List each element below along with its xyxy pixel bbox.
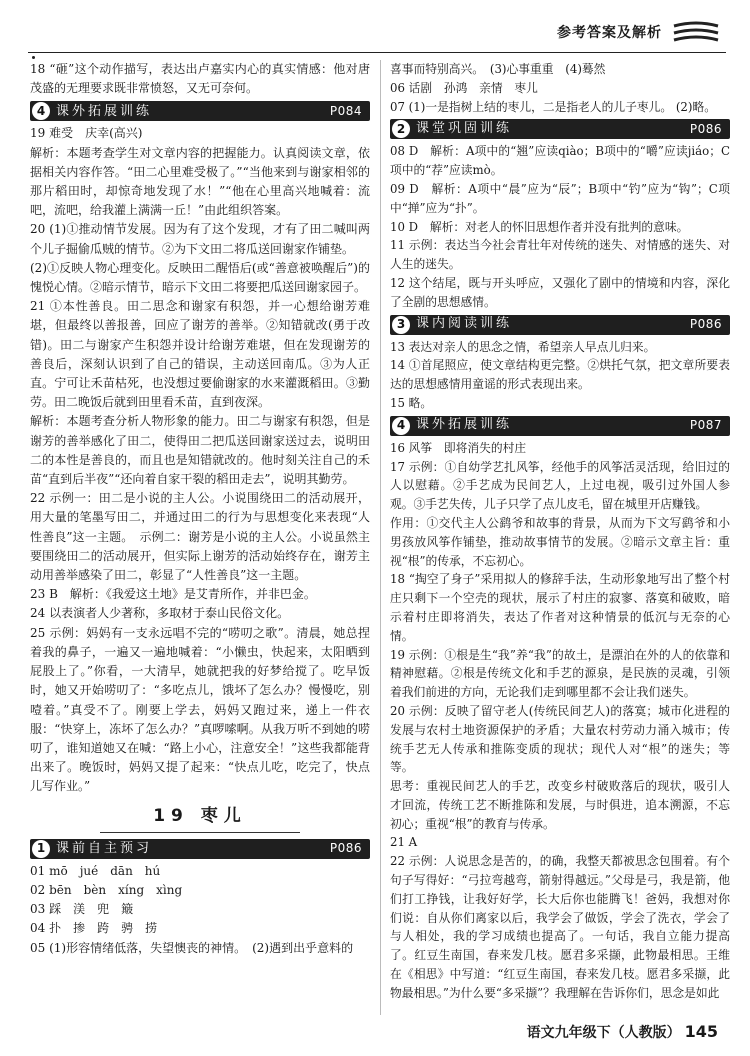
answer-paragraph: 05 (1)形容情绪低落，失望懊丧的神情。 (2)遇到出乎意料的	[30, 940, 354, 955]
section-title: 课内阅读训练	[416, 316, 513, 332]
section-header	[390, 119, 730, 139]
book-icon	[672, 20, 720, 46]
section-title: 课前自主预习	[56, 841, 153, 857]
answer-paragraph: 思考：重视民间艺人的手艺，改变乡村破败落后的现状，吸引人才回流，传统工艺不断推陈和发展，与时俱进，追本溯源，不忘初心；重视“根”的教育与传承。	[390, 779, 730, 831]
answer-paragraph: 解析：本题考查分析人物形象的能力。田二与谢家有积怨，但是谢芳的善举感化了田二，使得田二把瓜送回谢家送过去，说明田二的本性是善良的，而且也是知错就改的。他时刻关注自己的禾苗“直到后半夜”“还向着自家干裂的稻田走去”，说明其勤劳。	[30, 414, 370, 487]
section-title: 课外拓展训练	[416, 417, 513, 433]
answer-paragraph: 02 bēn bèn xíng xìng	[30, 882, 183, 897]
answer-paragraph: 10 D 解析：对老人的怀旧思想作者并没有批判的意味。	[390, 219, 689, 234]
answer-paragraph: (2)①反映人物心理变化。反映田二醒悟后(或“善意被唤醒后”)的愧悦心情。②暗示情节，暗示下文田二将要把瓜送回谢家园子。	[30, 260, 370, 295]
column-divider	[380, 60, 381, 1015]
answer-paragraph: 04 扑 掺 跨 骋 捞	[30, 921, 158, 936]
lesson-rule	[100, 832, 300, 833]
section-page-ref: P084	[329, 103, 362, 118]
section-title: 课外拓展训练	[56, 103, 153, 119]
right-column	[390, 60, 730, 1003]
answer-paragraph: 09 D 解析：A项中“晨”应为“辰”；B项中“钓”应为“钩”；C项中“掸”应为“扑”。	[390, 181, 730, 215]
answer-paragraph: 21 ①本性善良。田二思念和谢家有积怨，并一心想给谢芳难堪，但最终以善报善，回应了谢芳的善举。②知错就改(勇于改错)。田二与谢家产生积怨并设计给谢芳难堪，但在发现谢芳的善良后，深刻认识到了自己的错误，主动送回南瓜。③为人正直。宁可让禾苗枯死，也没想过要偷谢家的水来灌溉稻田。③勤劳。田二晚饭后就到田里看禾苗，直到夜深。	[30, 299, 370, 410]
page-number: 145	[684, 1022, 718, 1041]
answer-paragraph: 15 略。	[390, 395, 433, 410]
answer-paragraph: 20 (1)①推动情节发展。因为有了这个发现，才有了田二喊叫两个儿子掘偷瓜贼的情节。②为下文田二将瓜送回谢家作铺垫。	[30, 222, 370, 256]
answer-paragraph: 18 “掏空了身子”采用拟人的修辞手法，生动形象地写出了整个村庄只剩下一个空壳的现状，展示了村庄的寂寥、落寞和破败，暗示着村庄即将消失，表达了作者对这种情景的低沉与无奈的心情。	[390, 572, 730, 643]
section-header	[30, 101, 370, 121]
answer-paragraph: 11 示例：表达当今社会青壮年对传统的迷失、对情感的迷失、对人生的迷失。	[390, 238, 730, 272]
answer-paragraph: 喜事而特别高兴。 (3)心事重重 (4)蓦然	[390, 62, 606, 76]
section-number-icon: 4	[32, 102, 50, 120]
answer-paragraph: 19 示例：①根是生“我”养“我”的故土，是漂泊在外的人的依靠和精神慰藉。②根是传统文化和手艺的源泉，是民族的灵魂，引领着我们前进的方向，无论我们走到哪里都不会让我们迷失。	[390, 647, 730, 700]
answer-paragraph: 01 mō jué dān hú	[30, 863, 161, 878]
footer-label: 语文九年级下（人教版）	[526, 1025, 681, 1041]
answer-paragraph: 22 示例：人说思念是苦的，的确，我整天都被思念包围着。有个句子写得好：“弓拉弯越弯，箭射得越远。”父母是弓，我是箭，他们打工挣钱，让我好好学，长大后你也能腾飞！爸妈，我想对你们说：自从你们离家以后，我学会了做饭，学会了洗衣，学会了与人相处，我的学习成绩也提高了。一句话，我自立能力提高了。红豆生南国，春来发几枝。愿君多采撷，此物最相思。王维在《相思》中写道：“红豆生南国，春来发几枝。愿君多采撷，此物最相思。”为什么要“多采撷”？我理解在告诉你们，思念是如此	[390, 854, 730, 1000]
lesson-title: 19 枣儿	[153, 805, 247, 826]
header-rule	[28, 52, 726, 53]
answer-paragraph: 12 这个结尾，既与开头呼应，又强化了剧中的情境和内容，深化了全剧的思想感情。	[390, 275, 730, 309]
section-number-icon: 4	[392, 417, 410, 435]
answer-paragraph: 18 “砸”这个动作描写，表达出卢嘉实内心的真实情感：他对唐茂盛的无理要求既非常愤怒，又无可奈何。	[30, 62, 370, 96]
answer-paragraph: 20 示例：反映了留守老人(传统民间艺人)的落寞；城市化进程的发展与农村土地资源保护的矛盾；大量农村劳动力涌入城市；传统手艺无人传承和推陈变质的现状；现代人对“根”的迷失；等等。	[390, 703, 730, 775]
section-page-ref: P086	[689, 317, 722, 332]
answer-paragraph: 19 难受 庆幸(高兴)	[30, 126, 143, 141]
answer-paragraph: 22 示例一：田二是小说的主人公。小说围绕田二的活动展开，用大量的笔墨写田二，并通过田二的行为与思想变化来表现“人性善良”这一主题。 示例二：谢芳是小说的主人公。小说虽然主要围绕田二的活动展开，但实际上谢芳的活动始终存在，谢芳主动用善举感染了田二，彰显了“人性善良”这一主题。	[30, 491, 370, 583]
left-column	[30, 60, 370, 958]
answer-paragraph: 作用：①交代主人公鹞爷和故事的背景，从而为下文写鹞爷和小男孩放风筝作铺垫，推动故事情节的发展。②暗示文章主旨：重视“根”的传承，不忘初心。	[390, 515, 730, 568]
answer-paragraph: 24 以表演者人少著称，多取材于泰山民俗文化。	[30, 606, 290, 621]
footer	[527, 1022, 718, 1042]
section-page-ref: P086	[689, 121, 722, 136]
answer-paragraph: 解析：本题考查学生对文章内容的把握能力。认真阅读文章，依据相关内容作答。“田二心里难受极了。”“当他来到与谢家相邻的那片稻田时，却惊奇地发现了水！”“他在心里高兴地喊着：流吧，流吧，给我灌上满满一丘！”由此组织答案。	[30, 145, 370, 218]
section-number-icon: 2	[392, 120, 410, 138]
answer-paragraph: 13 表达对亲人的思念之情，希望亲人早点儿归来。	[390, 339, 656, 354]
answer-paragraph: 07 (1)一是指树上结的枣儿，二是指老人的儿子枣儿。 (2)略。	[390, 99, 716, 114]
page-dot	[32, 56, 35, 59]
section-page-ref: P087	[689, 418, 722, 433]
header-title: 参考答案及解析	[557, 25, 662, 41]
answer-paragraph: 08 D 解析：A项中的“翘”应读qiào；B项中的“嚼”应读jiáo；C项中的“荐”应读mò。	[390, 144, 730, 178]
section-number-icon: 1	[32, 840, 50, 858]
section-title: 课堂巩固训练	[416, 120, 513, 136]
answer-paragraph: 03 踩 渼 兜 簸	[30, 902, 134, 917]
answer-paragraph: 06 话剧 孙鸿 亲情 枣儿	[390, 80, 538, 95]
section-page-ref: P086	[329, 841, 362, 856]
section-header	[30, 839, 370, 859]
answer-paragraph: 17 示例：①自幼学艺扎风筝，经他手的风筝活灵活现，给旧过的人以慰藉。②手艺成为民间艺人，上过电视，吸引过外国人参观。③手艺失传，儿子只学了点儿皮毛，留在城里开店赚钱。	[390, 459, 730, 512]
answer-paragraph: 23 B 解析：《我爱这土地》是艾青所作，并非巴金。	[30, 587, 316, 602]
section-header	[390, 416, 730, 436]
answer-paragraph: 21 A	[390, 835, 418, 850]
answer-paragraph: 16 风筝 即将消失的村庄	[390, 440, 527, 455]
section-header	[390, 315, 730, 335]
section-number-icon: 3	[392, 316, 410, 334]
answer-paragraph: 14 ①首尾照应，使文章结构更完整。②烘托气氛，把文章所要表达的思想感情用童谣的形式表现出来。	[390, 358, 730, 392]
answer-paragraph: 25 示例：妈妈有一支永远唱不完的“唠叨之歌”。清晨，她总捏着我的鼻子，一遍又一遍地喊着：“小懒虫，快起来，太阳晒到屁股上了。”你看，一大清早，她就把我的好梦给搅了。吃早饭时，她又开始唠叨了：“多吃点儿，饿坏了怎么办？慢慢吃，别噎着。”真受不了。刚要上学去，妈妈又跑过来，递上一件衣服：“快穿上，冻坏了怎么办？”真啰嗦啊。从我万听不到她的唠叨了，谁知道她又在喊：“路上小心，注意安全！”这些我都能背出来了。晚饭时，妈妈又提了起来：“快点儿吃，吃完了，快点儿写作业。”	[30, 625, 370, 794]
